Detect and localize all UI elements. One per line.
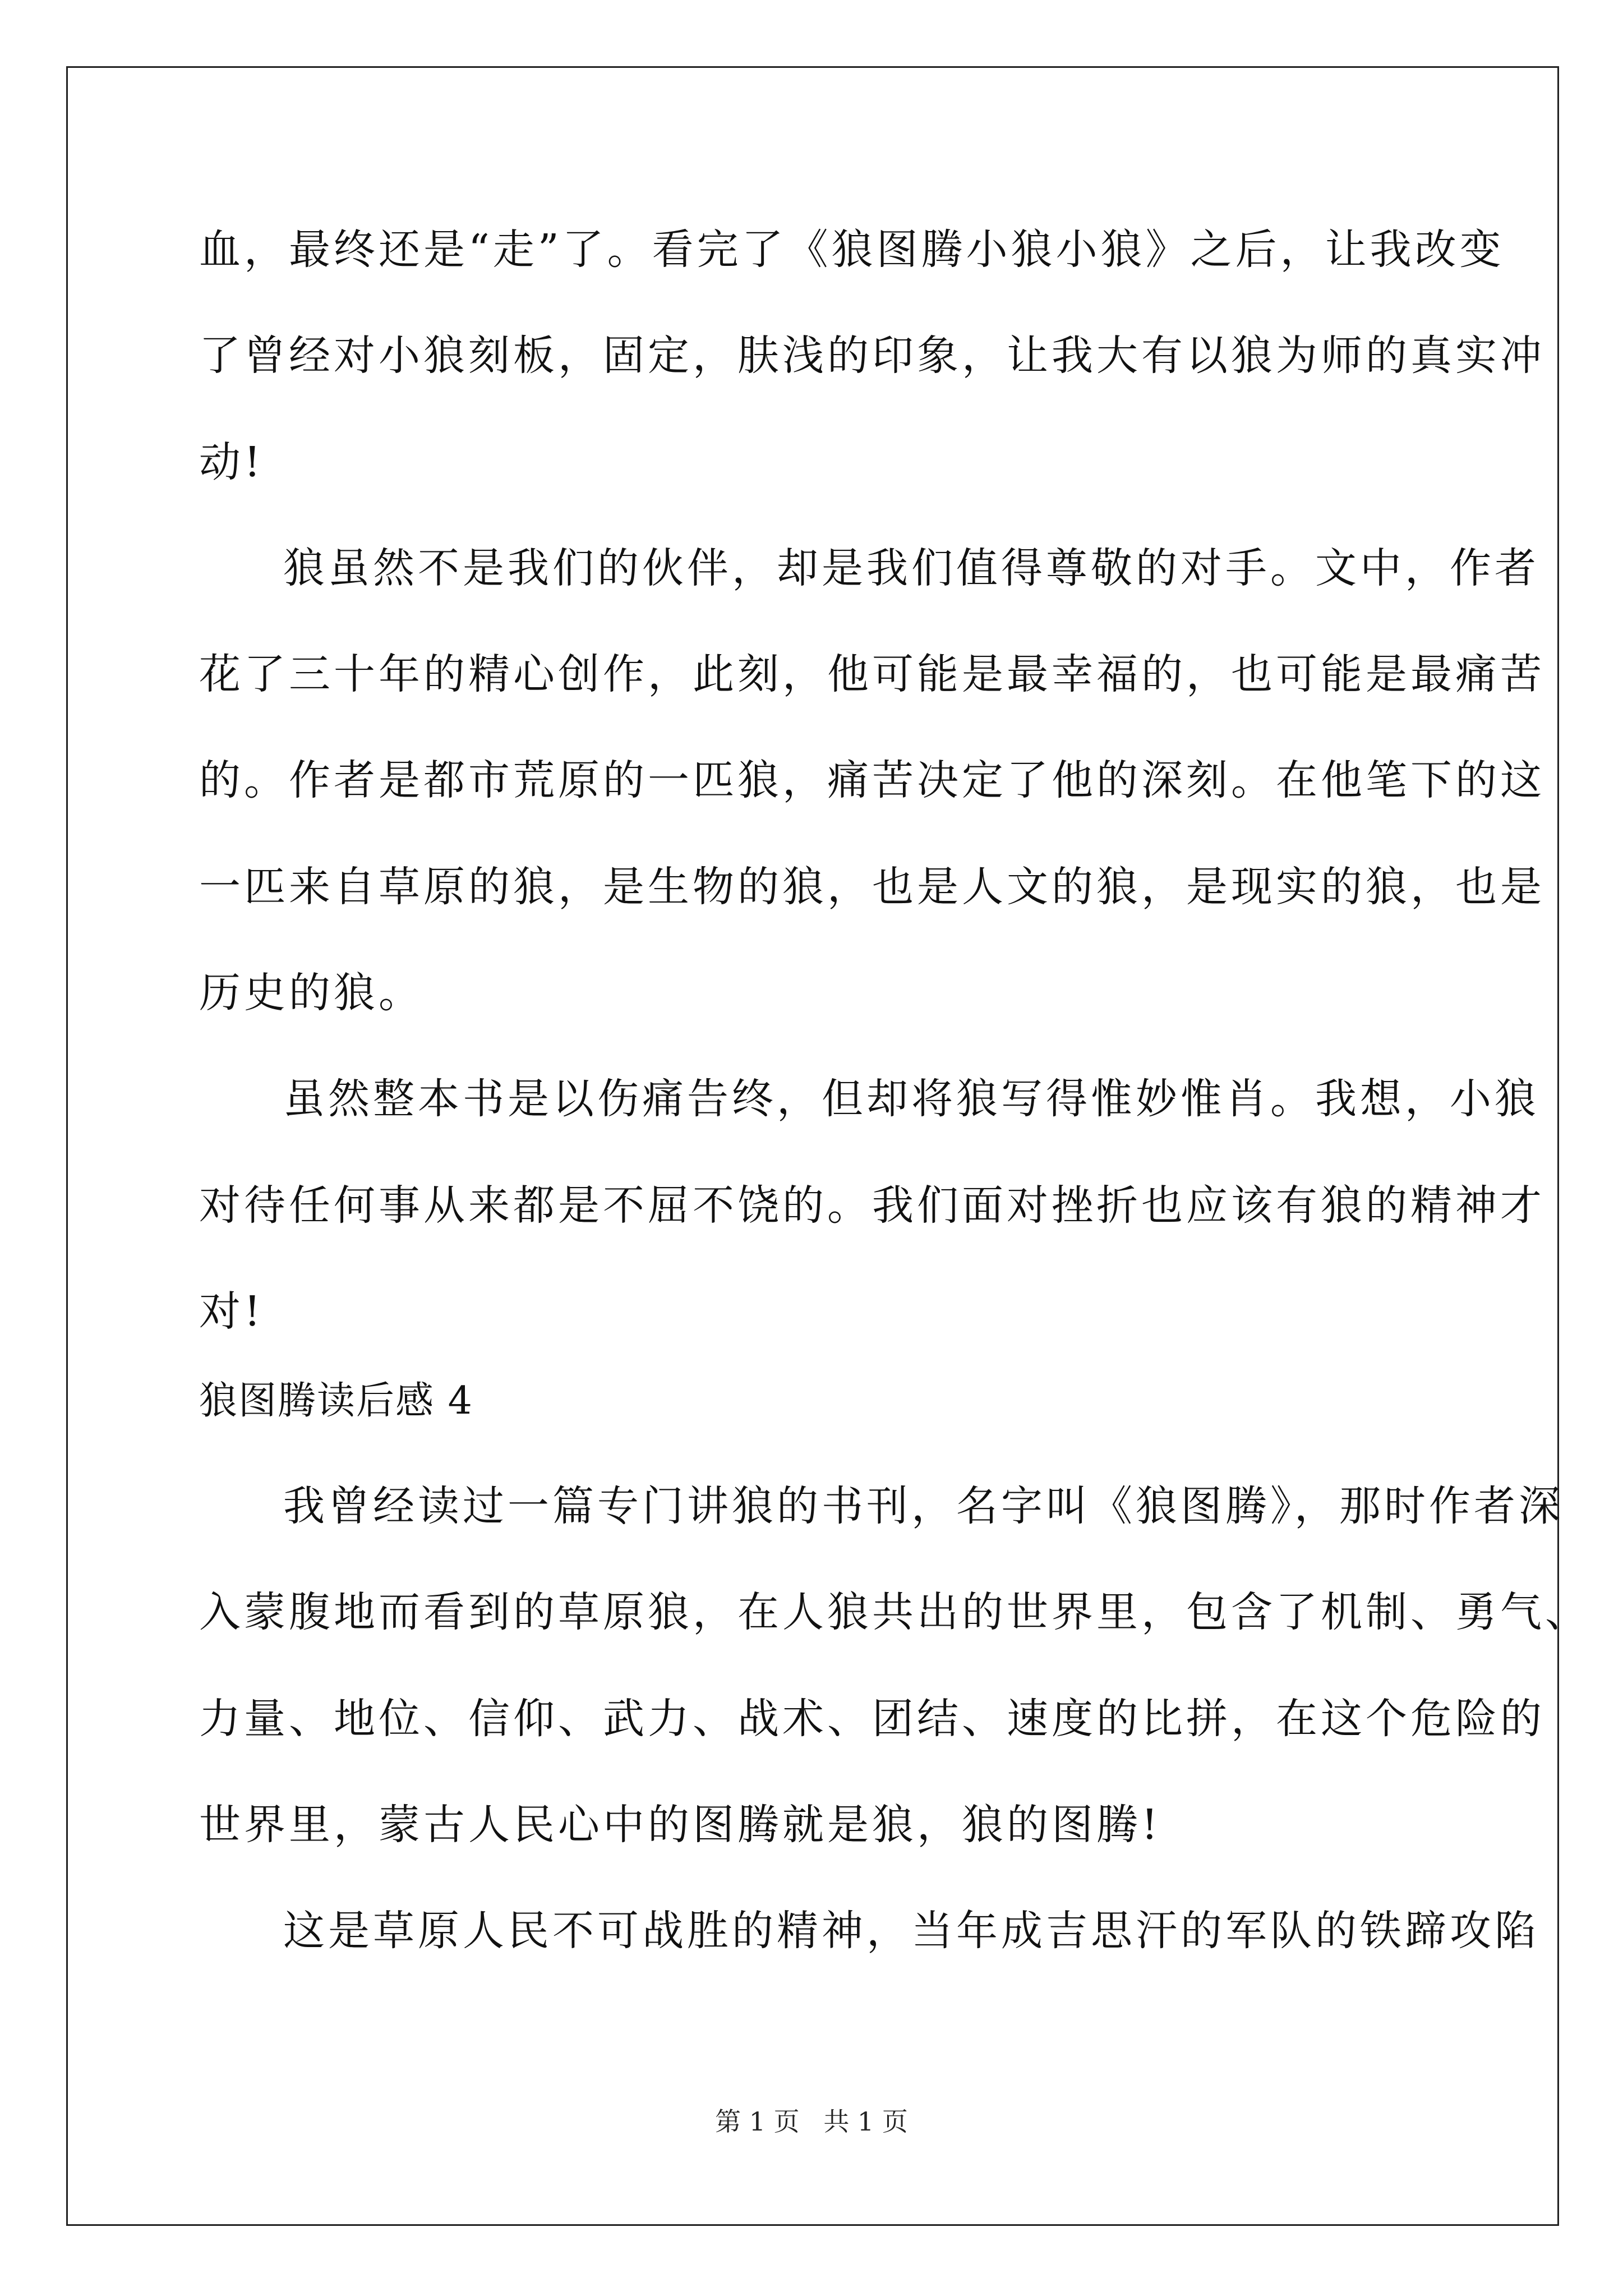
body-text-line: 对待任何事从来都是不屈不饶的。我们面对挫折也应该有狼的精神才 (199, 1181, 1545, 1230)
body-text-line: 虽然整本书是以伤痛告终，但却将狼写得惟妙惟肖。我想，小狼 (283, 1075, 1539, 1123)
page-footer (0, 2105, 1623, 2138)
body-text-line: 力量、地位、信仰、武力、战术、团结、速度的比拼，在这个危险的 (199, 1695, 1545, 1743)
body-text-line: 花了三十年的精心创作，此刻，他可能是最幸福的，也可能是最痛苦 (199, 650, 1545, 698)
body-text-line: 动! (199, 438, 264, 486)
body-text-line: 我曾经读过一篇专门讲狼的书刊，名字叫《狼图腾》，那时作者深 (283, 1482, 1564, 1530)
body-text-line: 世界里，蒙古人民心中的图腾就是狼，狼的图腾! (199, 1801, 1161, 1849)
body-text-line: 狼虽然不是我们的伙伴，却是我们值得尊敬的对手。文中，作者 (283, 544, 1539, 592)
page-total: 共 1 页 (823, 2106, 908, 2137)
body-text-line: 对! (199, 1287, 264, 1336)
body-text-line: 历史的狼。 (199, 969, 423, 1017)
body-text-line: 入蒙腹地而看到的草原狼，在人狼共出的世界里，包含了机制、勇气、 (199, 1588, 1590, 1636)
page-border (66, 66, 1559, 2226)
section-heading: 狼图腾读后感 4 (199, 1379, 473, 1423)
page-number: 第 1 页 (715, 2106, 800, 2137)
body-text-line: 这是草原人民不可战胜的精神，当年成吉思汗的军队的铁蹄攻陷 (283, 1907, 1539, 1955)
body-text-line: 的。作者是都市荒原的一匹狼，痛苦决定了他的深刻。在他笔下的这 (199, 756, 1545, 804)
body-text-line: 了曾经对小狼刻板，固定，肤浅的印象，让我大有以狼为师的真实冲 (199, 332, 1545, 380)
body-text-line: 一匹来自草原的狼，是生物的狼，也是人文的狼，是现实的狼，也是 (199, 863, 1545, 911)
body-text-line: 血，最终还是“走”了。看完了《狼图腾小狼小狼》之后，让我改变 (199, 226, 1505, 274)
